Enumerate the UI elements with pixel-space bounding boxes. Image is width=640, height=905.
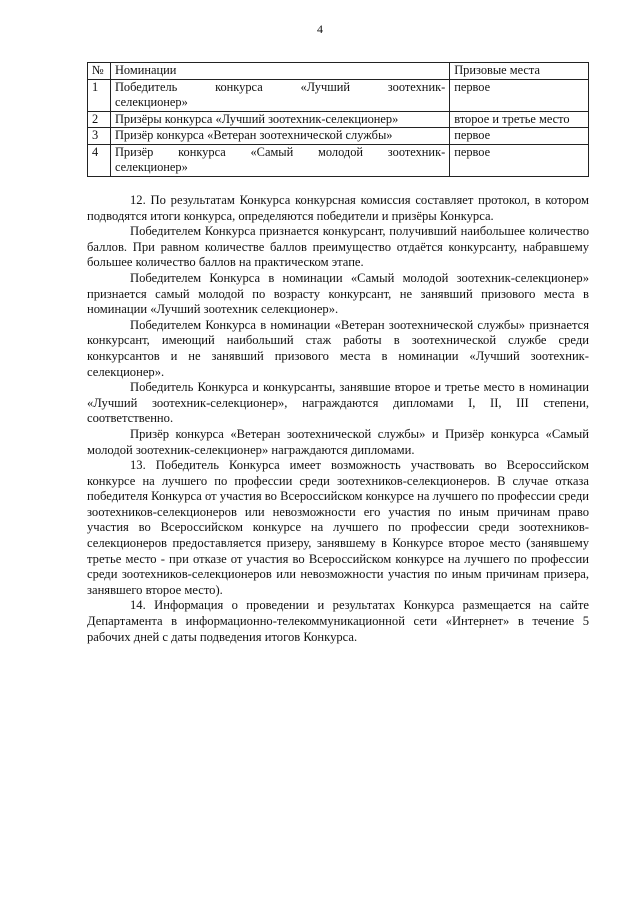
row-number: 4 [88,144,111,176]
row-nomination-line2: селекционер» [114,160,188,174]
row-nomination-line2: селекционер» [114,95,188,109]
page-number: 4 [317,22,323,36]
table-row [88,128,589,145]
paragraph-youngest-nomination: Победителем Конкурса в номинации «Самый молодой зоотехник-селекционер» признается самый молодой по возрасту конкурсант, не занявший призового места в номинации «Лучший зоотехник селекционер». [87,270,589,317]
paragraph-winner-criteria: Победителем Конкурса признается конкурсант, получивший наибольшее количество баллов. При равном количестве баллов преимущество отдаётся конкурсанту, набравшему большее количество баллов на практическом этапе. [87,224,589,270]
paragraph-13: 13. Победитель Конкурса имеет возможность участвовать во Всероссийском конкурсе на лучшего по профессии среди зоотехников-селекционеров. В случае отказа победителя Конкурса от участия во Всероссийском конкурсе на лучшего по профессии среди зоотехников-селекционеров или невозможности его участия по иным причинам право участия во Всероссийском конкурсе на лучшего по профессии среди зоотехников-селекционеров предоставляется призеру, занявшему в Конкурсе второе место (занявшему третье место - при отказе от участия во Всероссийском конкурсе на лучшего по профессии среди зоотехников-селекционеров или невозможности участия по иным причинам призера, занявшего второе место). [87,458,589,597]
header-place: Призовые места [450,63,589,80]
row-place: второе и третье место [450,111,589,128]
row-nomination [110,144,449,176]
table-row [88,79,589,111]
row-nomination [110,79,449,111]
row-nomination [110,111,449,128]
row-nomination-line1: Победитель конкурса «Лучший зоотехник- [114,79,446,94]
table-header-row [88,63,589,80]
row-place: первое [450,128,589,145]
row-nomination-line1: Призёр конкурса «Ветеран зоотехнической службы» [114,128,393,142]
row-number: 3 [88,128,111,145]
row-nomination-line1: Призёр конкурса «Самый молодой зоотехник- [114,144,446,159]
paragraph-diplomas: Победитель Конкурса и конкурсанты, занявшие второе и третье место в номинации «Лучший зоотехник-селекционер», награждаются дипломами I, II, III степени, соответственно. [87,380,589,426]
table-row [88,111,589,128]
paragraph-14: 14. Информация о проведении и результатах Конкурса размещается на сайте Департамента в информационно-телекоммуникационной сети «Интернет» в течение 5 рабочих дней с даты подведения итогов Конкурса. [87,598,589,644]
header-nomination: Номинации [110,63,449,80]
row-place: первое [450,144,589,176]
row-place: первое [450,79,589,111]
row-nomination [110,128,449,145]
table-row [88,144,589,176]
paragraph-12: 12. По результатам Конкурса конкурсная комиссия составляет протокол, в котором подводятся итоги конкурса, определяются победители и призёры Конкурса. [87,193,589,223]
paragraph-prize-diplomas: Призёр конкурса «Ветеран зоотехнической службы» и Призёр конкурса «Самый молодой зоотехник-селекционер» награждаются дипломами. [87,426,589,457]
paragraph-veteran-nomination: Победителем Конкурса в номинации «Ветеран зоотехнической службы» признается конкурсант, имеющий наибольший стаж работы в зоотехнической службе среди конкурсантов и не занявший призового места в номинации «Лучший зоотехник-селекционер». [87,317,589,379]
row-number: 1 [88,79,111,111]
document-body [87,193,589,645]
row-number: 2 [88,111,111,128]
row-nomination-line1: Призёры конкурса «Лучший зоотехник-селекционер» [114,111,399,126]
header-number: № [88,63,111,80]
nominations-table [87,62,589,177]
